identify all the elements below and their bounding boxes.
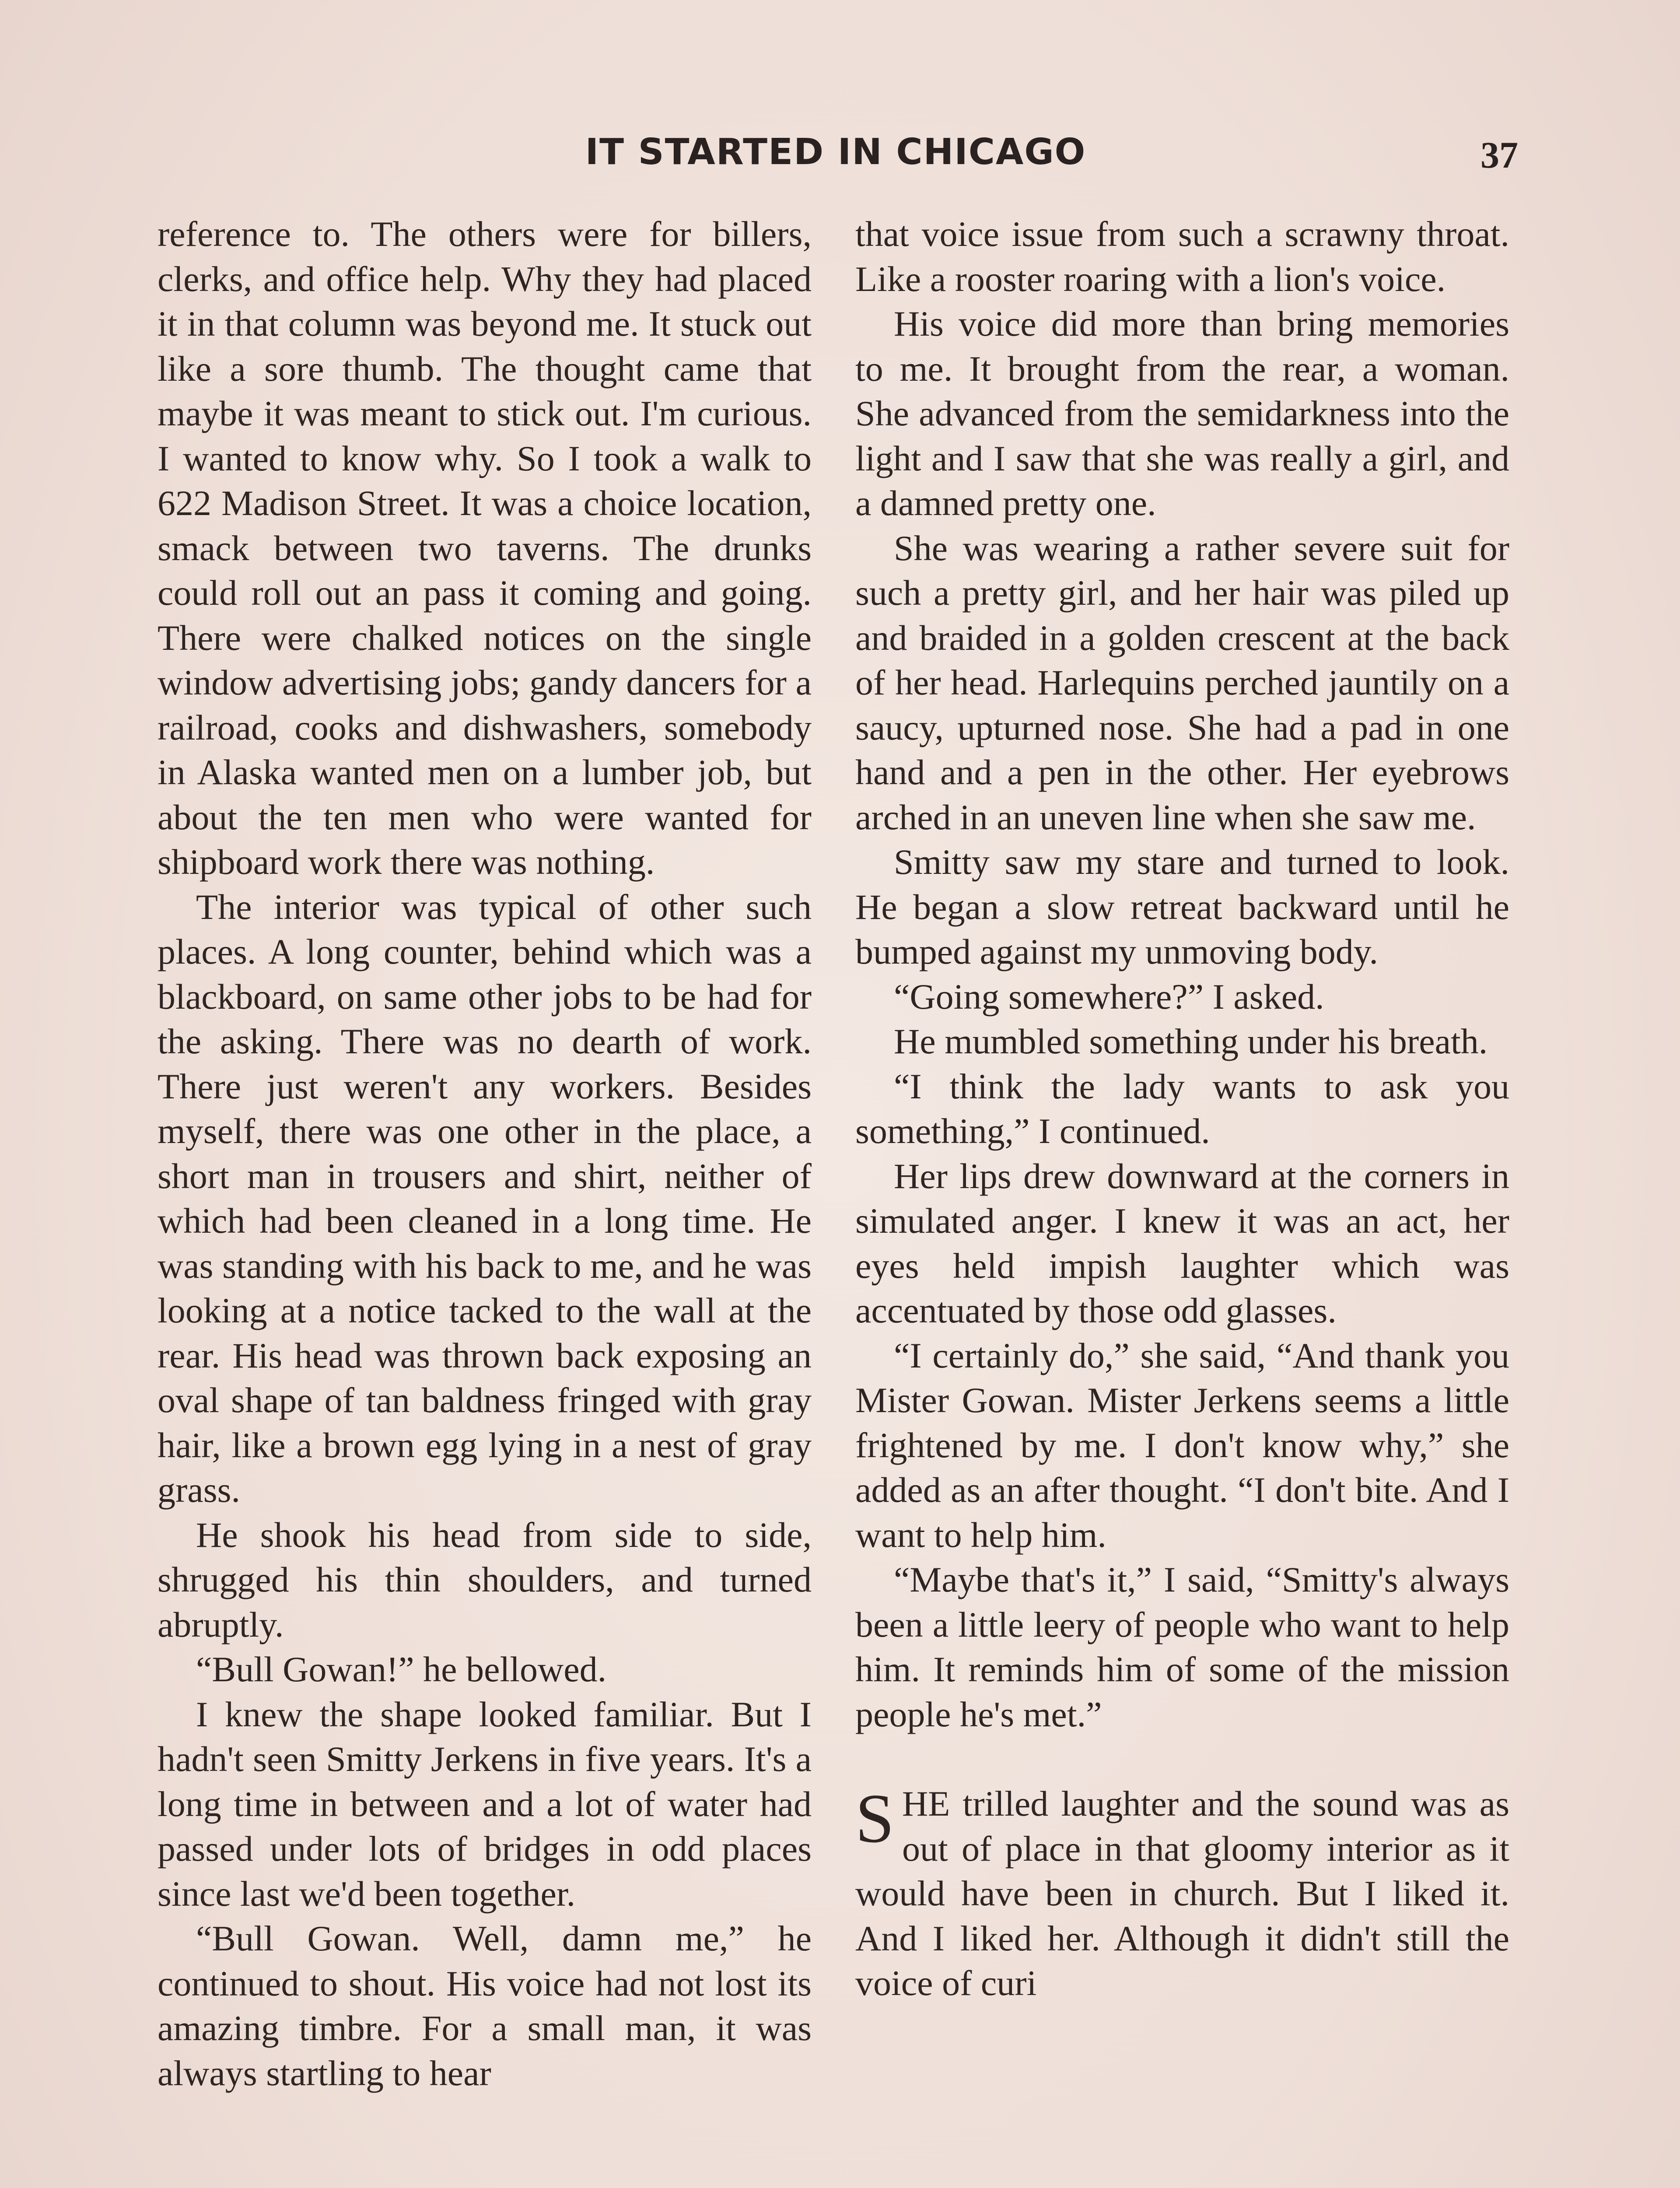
paragraph: His voice did more than bring memories to me. It brought from the rear, a woman. She advanced from the semidarkness into the light and I saw that she was really a girl, and a damned pretty one. — [855, 304, 1509, 523]
running-header — [153, 131, 1518, 179]
paragraph: “Bull Gowan. Well, damn me,” he continued to shout. His voice had not lost its amazing timbre. For a small man, it was always startling to hear — [158, 1918, 812, 2093]
paragraph: reference to. The others were for billers, clerks, and office help. Why they had placed it in that column was beyond me. It stuck out like a sore thumb. The thought came that maybe it was meant to stick out. I'm curious. I wanted to know why. So I took a walk to 622 Madison Street. It was a choice location, smack between two taverns. The drunks could roll out an pass it coming and going. There were chalked notices on the single window advertising jobs; gandy dancers for a railroad, cooks and dishwashers, somebody in Alaska wanted men on a lumber job, but about the ten men who were wanted for shipboard work there was nothing. — [158, 214, 812, 882]
paragraph: that voice issue from such a scrawny throat. Like a rooster roaring with a lion's voice. — [855, 214, 1509, 299]
paragraph: I knew the shape looked familiar. But I hadn't seen Smitty Jerkens in five years. It's a long time in between and a lot of water had passed under lots of bridges in odd places since last we'd been together. — [158, 1694, 812, 1914]
paragraph: She was wearing a rather severe suit for such a pretty girl, and her hair was piled up and braided in a golden crescent at the back of her head. Harlequins perched jauntily on a saucy, upturned nose. She had a pad in one hand and a pen in the other. Her eyebrows arched in an uneven line when she saw me. — [855, 528, 1509, 837]
section-text: HE trilled laughter and the sound was as out of place in that gloomy interior as it would have been in church. But I liked it. And I liked her. Although it didn't still the voice of curi — [855, 1784, 1509, 2003]
section-start-paragraph — [855, 1781, 1509, 2006]
paragraph: “I certainly do,” she said, “And thank you Mister Gowan. Mister Jerkens seems a little frightened by me. I don't know why,” she added as an after thought. “I don't bite. And I want to help him. — [855, 1335, 1509, 1555]
right-column — [855, 212, 1509, 2006]
running-title: IT STARTED IN CHICAGO — [585, 131, 1086, 173]
paragraph: The interior was typical of other such places. A long counter, behind which was a blackboard, on same other jobs to be had for the asking. There was no dearth of work. There just weren't any workers. Besides myself, there was one other in the place, a short man in trousers and shirt, neither of which had been cleaned in a long time. He was standing with his back to me, and he was looking at a notice tacked to the wall at the rear. His head was thrown back exposing an oval shape of tan baldness fringed with gray hair, like a brown egg lying in a nest of gray grass. — [158, 887, 812, 1510]
paragraph: He mumbled something under his breath. — [894, 1021, 1488, 1061]
drop-cap: S — [855, 1779, 894, 1857]
paragraph: “Bull Gowan!” he bellowed. — [196, 1649, 607, 1689]
paragraph: “Maybe that's it,” I said, “Smitty's always been a little leery of people who want to help him. It reminds him of some of the mission people he's met.” — [855, 1560, 1509, 1734]
left-column — [158, 212, 812, 2096]
page-number: 37 — [1480, 134, 1518, 176]
paragraph: Her lips drew downward at the corners in simulated anger. I knew it was an act, her eyes held impish laughter which was accentuated by those odd glasses. — [855, 1156, 1509, 1330]
paragraph: “Going somewhere?” I asked. — [894, 976, 1324, 1017]
paragraph: “I think the lady wants to ask you something,” I continued. — [855, 1066, 1509, 1151]
paragraph: He shook his head from side to side, shrugged his thin shoulders, and turned abruptly. — [158, 1515, 812, 1645]
paragraph: Smitty saw my stare and turned to look. He began a slow retreat backward until he bumped against my unmoving body. — [855, 842, 1509, 971]
